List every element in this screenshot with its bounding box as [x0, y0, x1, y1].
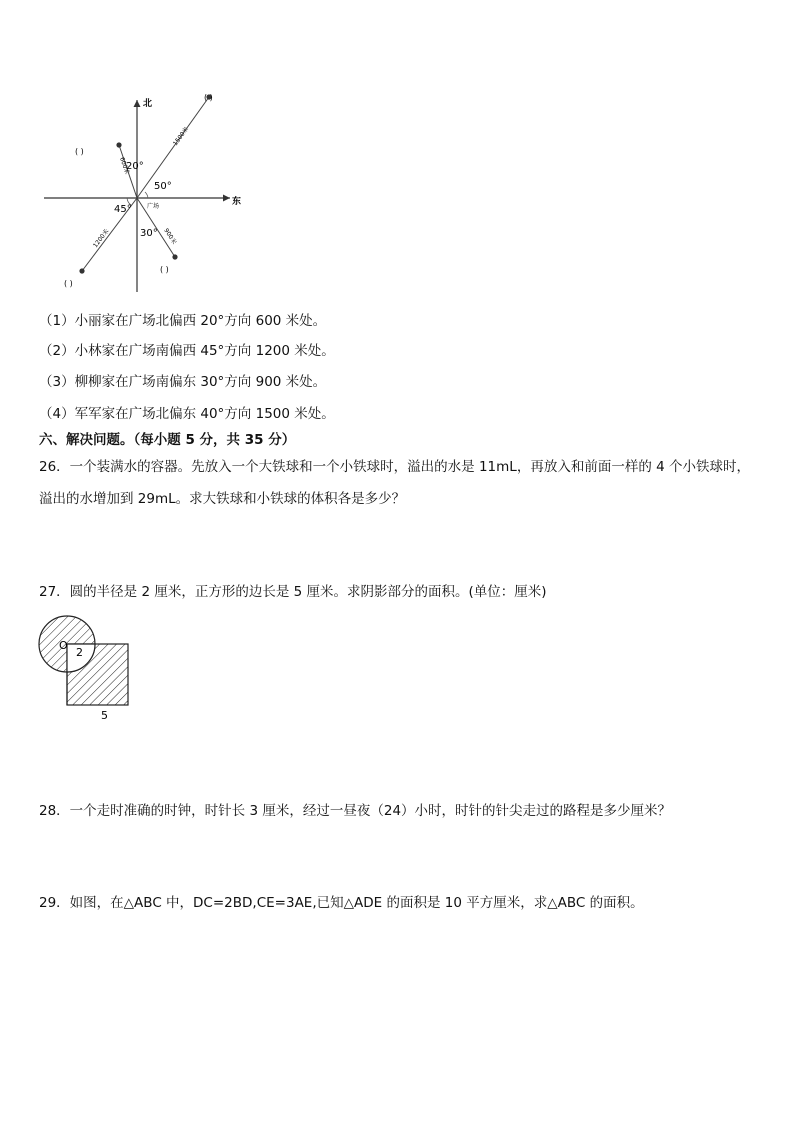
item-1: （1）小丽家在广场北偏西 20°方向 600 米处。 [39, 313, 327, 329]
angle-sw-label: 45° [114, 204, 132, 215]
angle-se-label: 30° [140, 228, 158, 239]
angle-ne-label: 50° [154, 181, 172, 192]
point-se [172, 254, 177, 259]
north-label: 北 [143, 99, 153, 109]
blank-sw: ( ) [64, 279, 73, 288]
q28-text: 28．一个走时准确的时钟，时针长 3 厘米，经过一昼夜（24）小时，时针的针尖走过的路程是多少厘米？ [39, 803, 672, 819]
q29-text: 29．如图，在△ABC 中，DC=2BD,CE=3AE,已知△ADE 的面积是 10 平方厘米，求△ABC 的面积。 [39, 895, 644, 911]
dist-sw-label: 1200米 [92, 227, 111, 250]
ray-ne [137, 97, 209, 198]
center-label: 广场 [147, 203, 160, 210]
item-3: （3）柳柳家在广场南偏东 30°方向 900 米处。 [39, 374, 327, 390]
q26-line2: 溢出的水增加到 29mL。求大铁球和小铁球的体积各是多少？ [39, 491, 406, 507]
blank-ne: ( ) [204, 93, 213, 102]
point-sw [79, 268, 84, 273]
item-4: （4）军军家在广场北偏东 40°方向 1500 米处。 [39, 406, 335, 422]
point-nw [116, 142, 121, 147]
arc-ne [145, 192, 148, 198]
dist-se-label: 900米 [162, 227, 178, 246]
section-heading: 六、解决问题。（每小题 5 分，共 35 分） [39, 432, 296, 448]
dist-ne-label: 1500米 [171, 125, 191, 148]
q27-text: 27．圆的半径是 2 厘米，正方形的边长是 5 厘米。求阴影部分的面积。(单位：厘米) [39, 584, 547, 600]
q26-line1: 26．一个装满水的容器。先放入一个大铁球和一个小铁球时，溢出的水是 11mL，再放入和前面一样的 4 个小铁球时， [39, 459, 750, 475]
dist-nw-label: 600米 [118, 156, 131, 176]
center-o-label: O [59, 639, 68, 652]
blank-nw: ( ) [75, 147, 84, 156]
blank-se: ( ) [160, 265, 169, 274]
side-label: 5 [101, 709, 108, 722]
circle-square-figure [38, 612, 136, 724]
east-label: 东 [232, 197, 242, 207]
direction-diagram [40, 88, 260, 298]
angle-nw-label: 20° [126, 161, 144, 172]
item-2: （2）小林家在广场南偏西 45°方向 1200 米处。 [39, 343, 335, 359]
radius-label: 2 [76, 646, 83, 659]
